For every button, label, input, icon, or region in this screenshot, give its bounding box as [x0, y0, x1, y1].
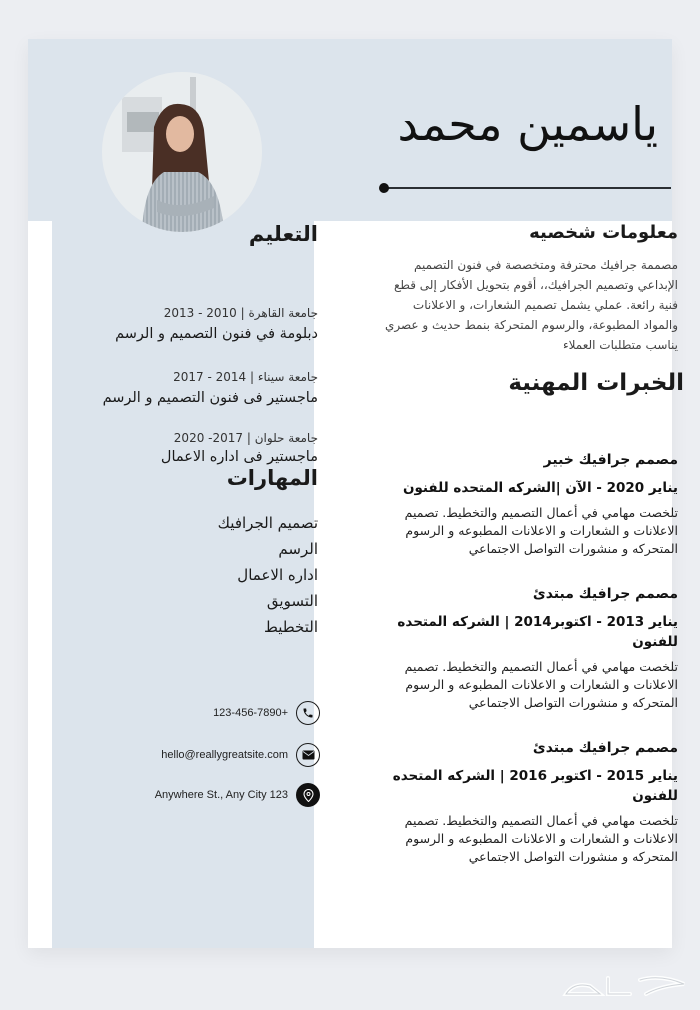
job-description: تلخصت مهامي في أعمال التصميم والتخطيط. تصميم الاعلانات و الشعارات و الاعلانات المطبوعه و الرسوم المتحركه و منشورات التواصل الاجتماعي	[404, 813, 678, 864]
contact-address	[155, 783, 320, 807]
job-entry	[373, 452, 678, 558]
education-meta: جامعة سيناء | 2014 - 2017	[173, 370, 318, 384]
job-period: يناير 2013 - اكتوبر2014 | الشركه المتحده للفنون	[397, 614, 678, 650]
education-degree: ماجستير فى اداره الاعمال	[160, 449, 318, 465]
job-description: تلخصت مهامي في أعمال التصميم والتخطيط. تصميم الاعلانات و الشعارات و الاعلانات المطبوعه و الرسوم المتحركه و منشورات التواصل الاجتماعي	[404, 659, 678, 710]
full-name: ياسمين محمد	[397, 97, 658, 151]
education-item	[78, 431, 318, 465]
phone-icon	[296, 701, 320, 725]
profile-photo	[102, 72, 262, 232]
contact-phone	[213, 701, 320, 725]
experience-title: الخبرات المهنية	[508, 370, 684, 396]
job-role: مصمم جرافيك مبتدئ	[532, 586, 678, 602]
name-underline-dot	[379, 183, 389, 193]
job-entry	[373, 740, 678, 866]
about-title: معلومات شخصيه	[529, 222, 678, 243]
skills-title: المهارات	[226, 466, 318, 490]
mail-icon	[296, 743, 320, 767]
skill-item: اداره الاعمال	[237, 566, 318, 584]
portrait-image	[102, 72, 262, 232]
skill-item: الرسم	[278, 540, 318, 558]
job-description: تلخصت مهامي في أعمال التصميم والتخطيط. تصميم الاعلانات و الشعارات و الاعلانات المطبوعه و الرسوم المتحركه و منشورات التواصل الاجتماعي	[404, 505, 678, 556]
job-role: مصمم جرافيك مبتدئ	[532, 740, 678, 756]
name-underline	[384, 187, 671, 189]
job-period: يناير 2015 - اكتوبر 2016 | الشركه المتحده للفنون	[392, 768, 678, 804]
address-text: Anywhere St., Any City 123	[154, 789, 288, 801]
skill-item: التسويق	[266, 592, 318, 610]
skills-list	[98, 510, 318, 640]
about-text: مصممة جرافيك محترفة ومتخصصة في فنون التصميم الإبداعي وتصميم الجرافيك،، أقوم بتحويل الأفكار إلى قطع فنية رائعة. عملي يشمل تصميم الشعارات، و الاعلانات والمواد المطبوعة، والرسوم المتحركة بنمط حديث و عصري يناسب متطلبات العملاء	[384, 258, 678, 352]
education-meta: جامعة القاهرة | 2010 - 2013	[163, 306, 318, 320]
education-degree: دبلومة في فنون التصميم و الرسم	[115, 326, 318, 342]
skill-item: التخطيط	[263, 618, 318, 636]
contact-email	[161, 743, 320, 767]
education-item	[78, 370, 318, 406]
education-degree: ماجستير فى فنون التصميم و الرسم	[102, 390, 318, 406]
email-text[interactable]: hello@reallygreatsite.com	[161, 749, 288, 761]
education-item	[78, 306, 318, 342]
phone-text[interactable]: 123-456-7890+	[213, 707, 288, 719]
job-role: مصمم جرافيك خبير	[543, 452, 678, 468]
job-period: يناير 2020 - الآن |الشركه المتحده للفنون	[402, 480, 678, 496]
skill-item: تصميم الجرافيك	[217, 514, 318, 532]
education-title: التعليم	[248, 222, 318, 246]
education-meta: جامعة حلوان | 2017- 2020	[173, 431, 318, 445]
job-entry	[373, 586, 678, 712]
location-pin-icon	[296, 783, 320, 807]
watermark-logo	[560, 970, 690, 1000]
